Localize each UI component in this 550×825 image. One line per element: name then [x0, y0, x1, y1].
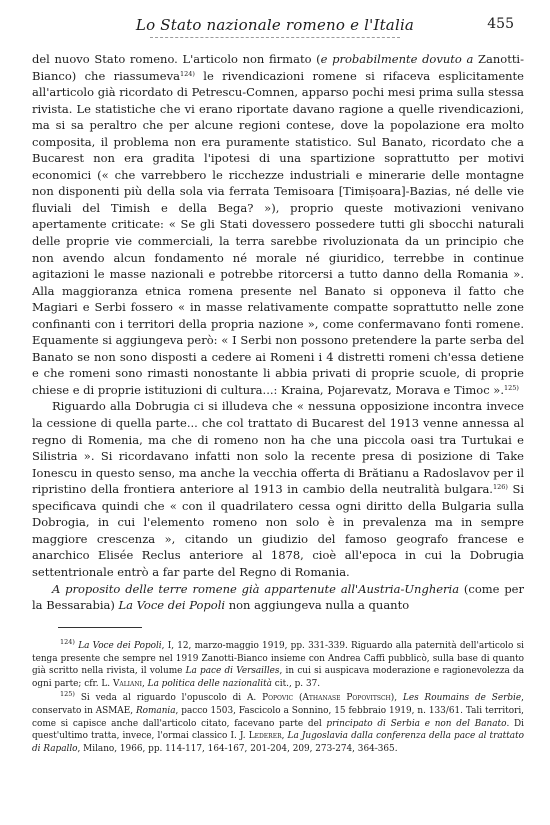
paragraph-1 [32, 51, 524, 398]
text-span-italic: La pace di Versailles [185, 666, 280, 677]
text-span: Zanotti-Bianco) che riassumeva [32, 52, 525, 83]
text-span: Si specificava quindi che « con il quadrilatero cessa ogni diritto della Bulgaria sulla Dobrogia, in cui l'elemento romeno non solo è in prevalenza ma in sempre maggiore crescenza », citando un giudizio del famoso geografo francese e anarchico Elisée Reclus anteriore al 1878, cioè all'epoca in cui la Dobrugia settentrionale entrò a far parte del Regno di Romania. [32, 482, 524, 579]
text-span: , conservato in ASMAE, [32, 693, 524, 716]
author-name: Valiani [112, 678, 143, 689]
text-span-italic: e probabilmente dovuto a [320, 52, 474, 66]
text-span-italic: Romania [135, 705, 176, 716]
running-title: Lo Stato nazionale romeno e l'Italia [135, 16, 415, 34]
text-span: . Di quest'ultimo tratta, invece, l'ormai classico I. J. [32, 718, 524, 742]
text-span-italic: principato di Serbia e non del Banato [326, 718, 507, 729]
text-span: , pacco 1503, Fascicolo a Sonnino, 15 febbraio 1919, n. 133/61. Tali territori, come si capisce anche dall'articolo citato, facevano parte del [32, 705, 524, 729]
running-header [0, 16, 550, 38]
footnote-125 [32, 692, 524, 755]
text-span: Riguardo alla Dobrugia ci si illudeva che « nessuna opposizione incontra invece la cessione di quella parte... che col trattato di Bucarest del 1913 venne annessa al regno di Romenia, ma che di romeno non ha che una piccola oasi tra Turtukai e Silistria ». Si ricordavano infatti non solo la recente presa di posizione di Take Ionescu in questo senso, ma anche la vecchia offerta di Brătianu a Radoslavov per il ripristino della frontiera anteriore al 1913 in cambio della neutralità bulgara. [32, 399, 524, 497]
text-span: non aggiungeva nulla a quanto [225, 598, 410, 613]
text-span-italic: Les Roumains de Serbie [402, 693, 522, 704]
text-span: Si veda al riguardo l'opuscolo di A. [74, 693, 263, 704]
paragraph-2 [32, 398, 524, 580]
author-name: Popovic (Athanase Popovitsch) [262, 693, 395, 704]
text-span: , Milano, 1966, pp. 114-117, 164-167, 201-204, 209, 273-274, 364-365. [77, 743, 398, 754]
text-span: , in cui si auspicava moderazione e ragionevolezza da ogni parte; cfr. L. [32, 666, 524, 689]
footnote-mark: 124) [60, 638, 75, 646]
text-span: del nuovo Stato romeno. L'articolo non firmato ( [32, 52, 321, 66]
footnote-ref-125[interactable]: 125) [503, 383, 519, 392]
text-span: cit., p. 37. [271, 678, 321, 689]
text-span: (come per la Bessarabia) [32, 581, 524, 613]
header-rule [150, 37, 400, 38]
footnote-124 [32, 640, 524, 690]
author-name: Lederer [248, 731, 282, 742]
footnote-ref-124[interactable]: 124) [179, 69, 195, 78]
footnote-separator [58, 627, 142, 628]
footnote-ref-126[interactable]: 126) [492, 483, 508, 492]
paragraph-3 [32, 581, 524, 614]
text-span: , [394, 693, 403, 704]
text-span: , I, 12, marzo-maggio 1919, pp. 331-339. Riguardo alla paternità dell'articolo si tenga presente che sempre nel 1919 Zanotti-Bianco insieme con Andrea Caffi pubblicò, sulla base di quanto già scritto nella rivista, il volume [32, 641, 524, 677]
footnote-mark: 125) [60, 690, 75, 699]
text-span-italic: La Jugoslavia dalla conferenza della pace al trattato di Rapallo [32, 731, 524, 754]
main-text [32, 51, 524, 614]
text-span: , [281, 731, 288, 742]
text-span: , [142, 678, 148, 689]
page-number: 455 [487, 16, 514, 32]
text-span-italic: La Voce dei Popoli [118, 598, 226, 613]
footnotes [32, 640, 524, 757]
text-span-italic: La politica delle nazionalità [147, 678, 272, 689]
text-span-italic: A proposito delle terre romene già appartenute all'Austria-Ungheria [52, 581, 460, 596]
text-span-italic: La Voce dei Popoli [78, 641, 162, 651]
text-span: le rivendicazioni romene si rifaceva esplicitamente all'articolo già ricordato di Petrescu-Comnen, apparso pochi mesi prima sulla stessa rivista. Le statistiche che vi erano riportate davano ragione a quelle rivendicazioni, ma si sa peraltro che per alcune regioni contese, dove la popolazione era molto composita, il problema non era puramente statistico. Sul Banato, ricordato che a Bucarest non era gradita l'ipotesi di una spartizione soprattutto per motivi economici (« che varrebbero le ricchezze industriali e minerarie delle montagne non disponenti più della sola via ferrata Temisoara [Timișoara]-Bazias, né delle vie fluviali del Timish e della Bega? »), proprio queste motivazioni venivano apertamente criticate: « Se gli Stati dovessero possedere tutti gli sbocchi naturali delle proprie vie commerciali, la terra sarebbe rivoluzionata da un principio che non avendo alcun fondamento né morale né giuridico, terrebbe in continue agitazioni le masse nazionali e potrebbe ritorcersi a tutto danno della Romania ». Alla maggioranza etnica romena presente nel Banato si opponeva il fatto che Magiari e Serbi fossero « in masse relativamente compatte soprattutto nelle zone confinanti con i territori della propria nazione », come confermavano fonti romene. Equamente si aggiungeva però: « I Serbi non possono pretendere la parte serba del Banato se non sono disposti a cedere ai Romeni i 4 distretti romeni ch'essa detiene e che romeni sono rimasti nonostante li abbia privati di proprie scuole, di proprie chiese e di proprie istituzioni di cultura...: Kraina, Pojarevatz, Morava e Timoc ». [32, 68, 524, 397]
